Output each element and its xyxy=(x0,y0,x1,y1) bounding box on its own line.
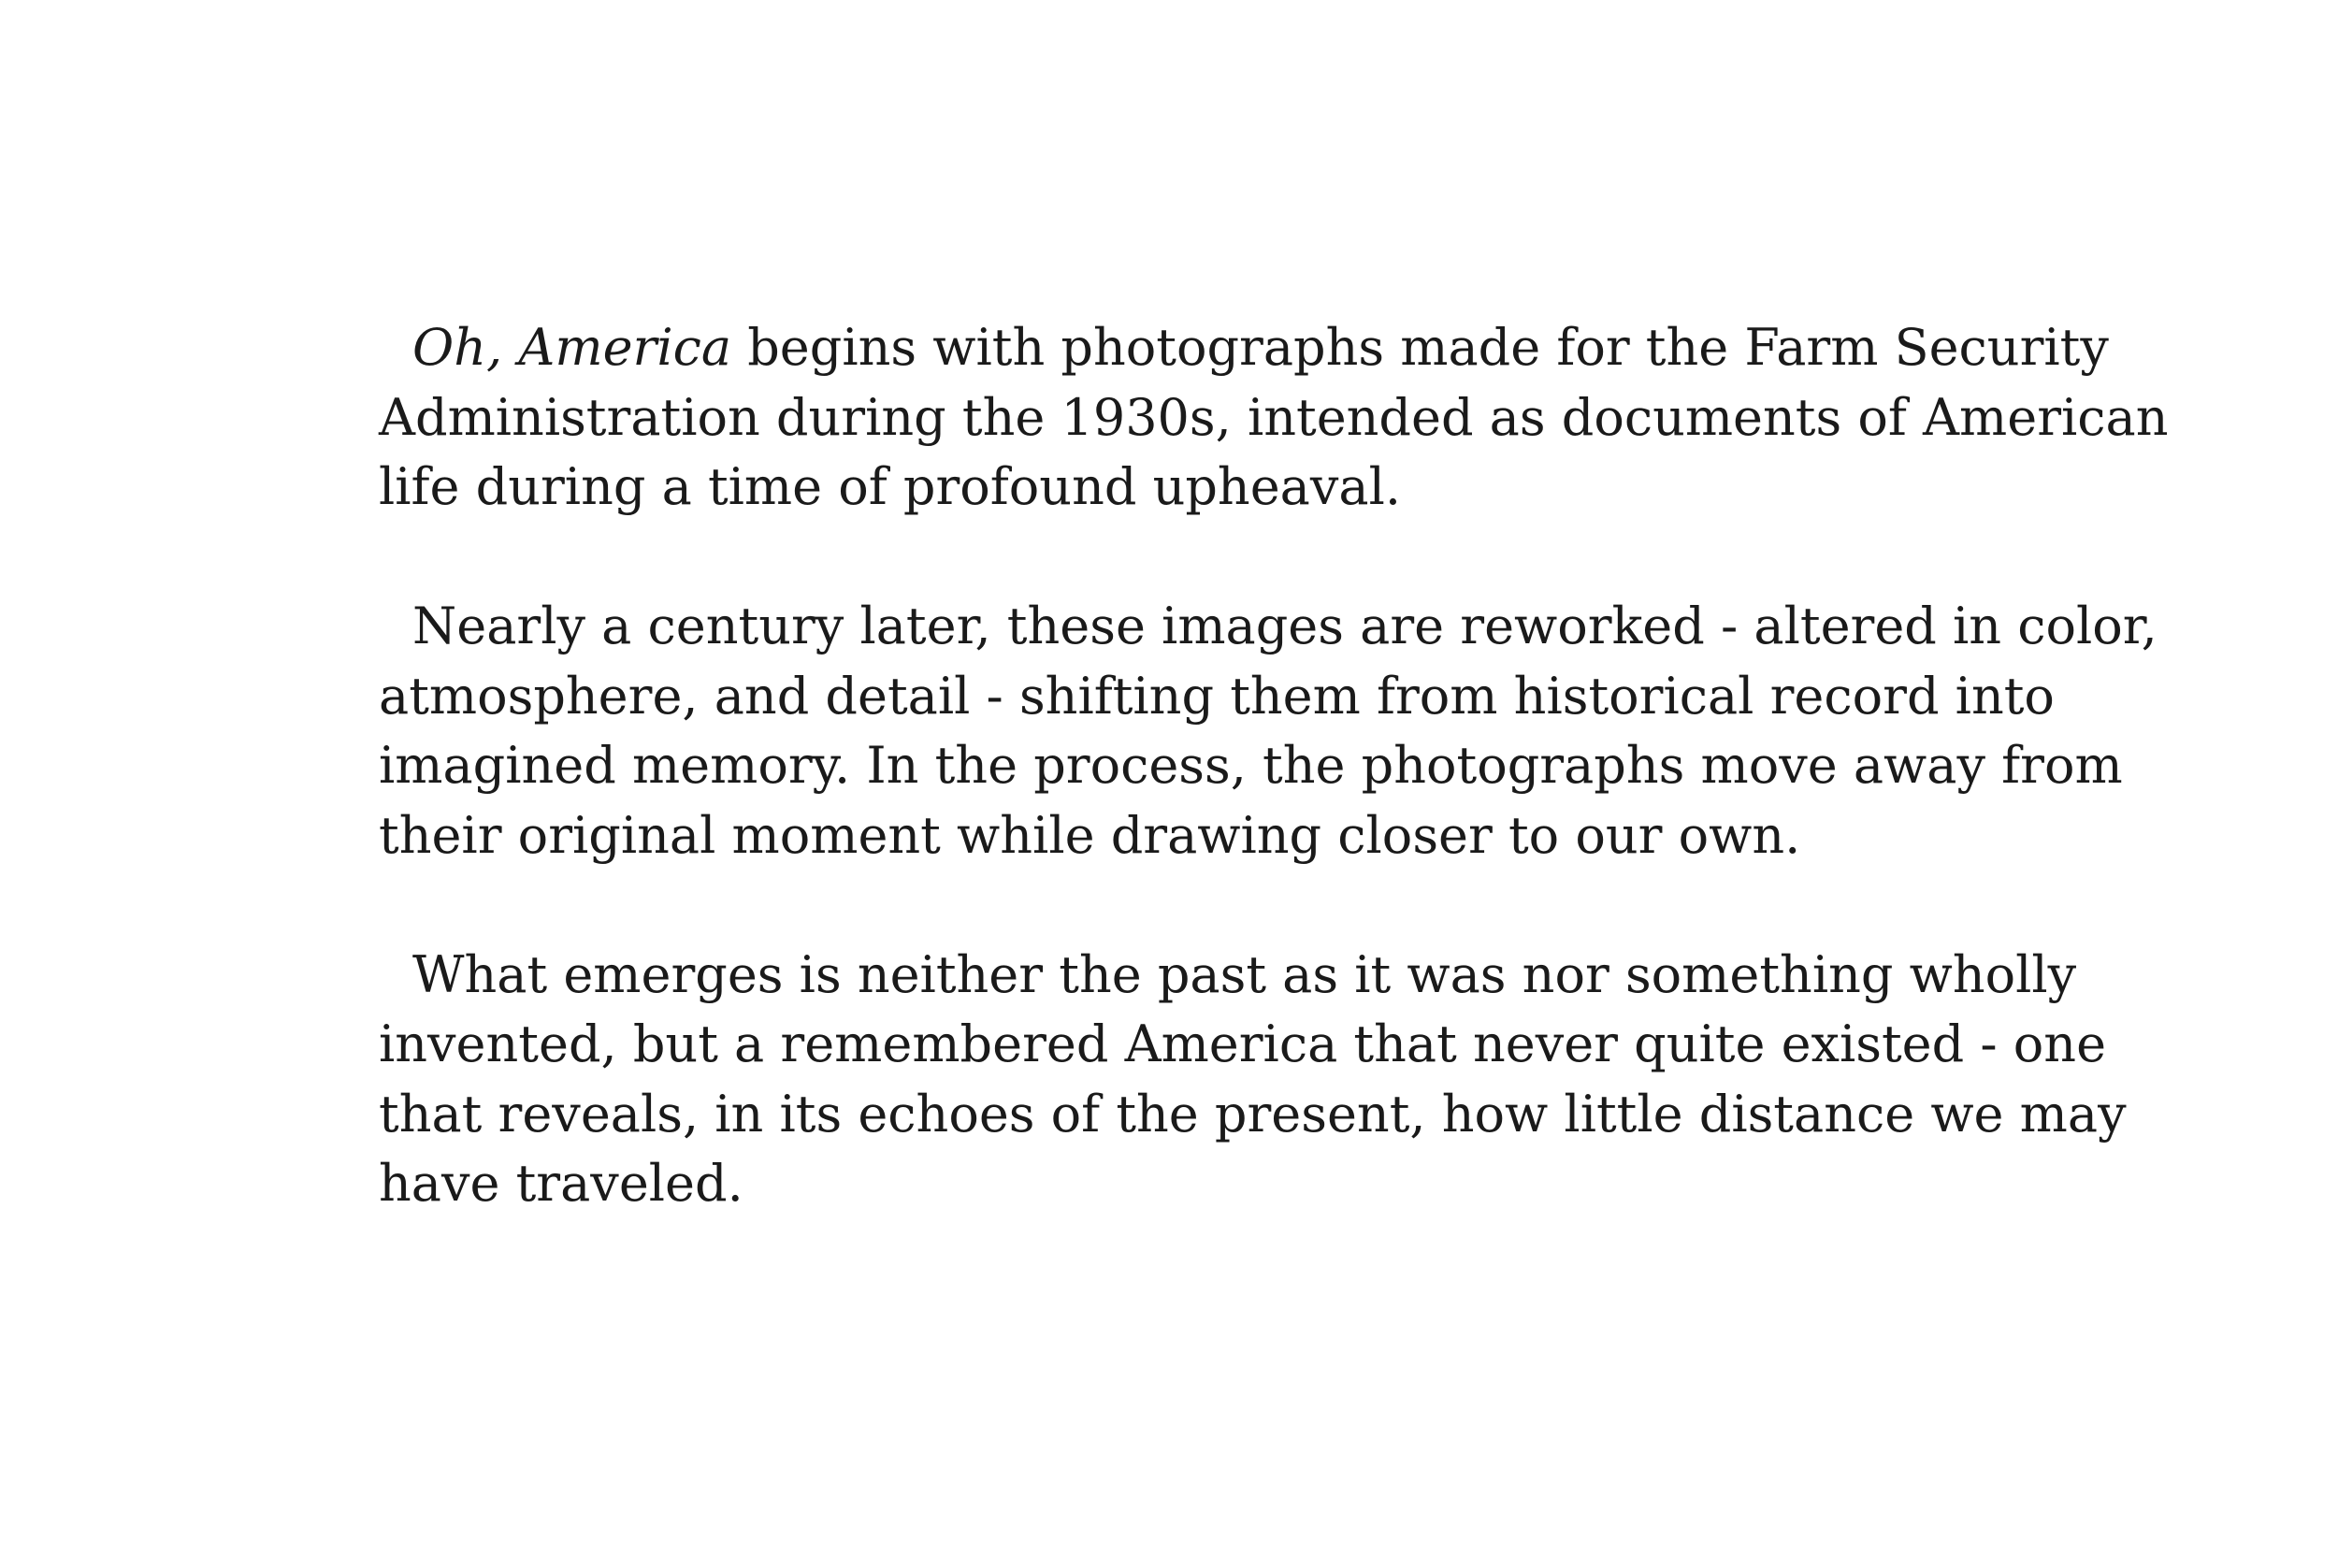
exhibition-title: Oh, America xyxy=(412,318,732,377)
paragraph-spacer xyxy=(379,523,2062,593)
text-line: Administration during the 1930s, intended as documents of American xyxy=(379,387,2169,447)
text-line: What emerges is neither the past as it was nor something wholly xyxy=(412,944,2077,1004)
paragraph-conclusion xyxy=(379,941,2127,1219)
text-line: life during a time of profound upheaval. xyxy=(379,457,1401,516)
paragraph-spacer xyxy=(379,870,2062,941)
text-line: imagined memory. In the process, the photographs move away from xyxy=(379,736,2123,795)
artist-statement xyxy=(379,313,2169,1219)
text-line: invented, but a remembered America that never quite existed - one xyxy=(379,1014,2107,1073)
paragraph-intro xyxy=(379,313,2169,523)
text-segment: begins with photographs made for the Farm Security xyxy=(731,318,2109,377)
text-line: have traveled. xyxy=(379,1154,743,1213)
paragraph-process xyxy=(379,592,2158,870)
text-line: atmosphere, and detail - shifting them from historical record into xyxy=(379,666,2055,726)
text-line xyxy=(379,313,2109,383)
text-line: that reveals, in its echoes of the present, how little distance we may xyxy=(379,1084,2127,1144)
text-line: their original moment while drawing closer to our own. xyxy=(379,805,1801,865)
text-line: Nearly a century later, these images are reworked - altered in color, xyxy=(412,597,2158,655)
